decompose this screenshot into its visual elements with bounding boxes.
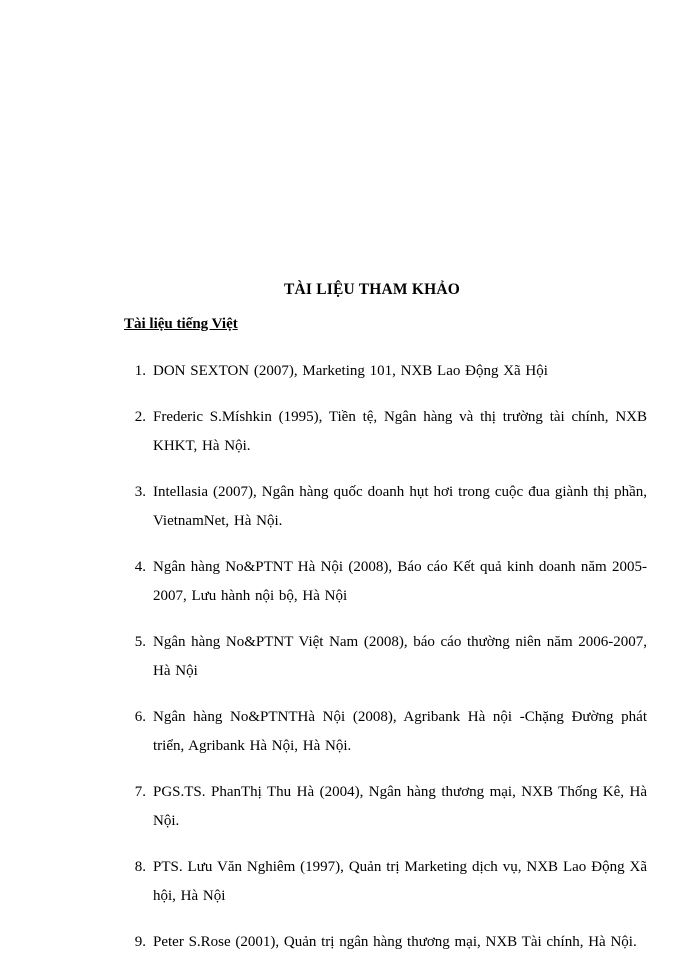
reference-text: Intellasia (2007), Ngân hàng quốc doanh hụt hơi trong cuộc đua giành thị phần, VietnamNet, Hà Nội. xyxy=(153,484,647,529)
reference-number: 5. xyxy=(134,634,146,650)
reference-text: PTS. Lưu Văn Nghiêm (1997), Quản trị Marketing dịch vụ, NXB Lao Động Xã hội, Hà Nội xyxy=(153,859,647,904)
list-item xyxy=(0,778,700,836)
reference-text: DON SEXTON (2007), Marketing 101, NXB Lao Động Xã Hội xyxy=(153,363,548,379)
reference-text: Ngân hàng No&PTNT Hà Nội (2008), Báo cáo Kết quả kinh doanh năm 2005-2007, Lưu hành nội bộ, Hà Nội xyxy=(153,559,647,604)
reference-number: 4. xyxy=(134,559,146,575)
reference-text: PGS.TS. PhanThị Thu Hà (2004), Ngân hàng thương mại, NXB Thống Kê, Hà Nội. xyxy=(153,784,647,829)
reference-number: 3. xyxy=(134,484,146,500)
reference-text: Ngân hàng No&PTNT Việt Nam (2008), báo cáo thường niên năm 2006-2007, Hà Nội xyxy=(153,634,647,679)
list-item xyxy=(0,478,700,536)
reference-number: 8. xyxy=(134,859,146,875)
reference-number: 1. xyxy=(134,363,146,379)
reference-number: 7. xyxy=(134,784,146,800)
list-item xyxy=(0,628,700,686)
page-title: TÀI LIỆU THAM KHẢO xyxy=(284,281,460,298)
reference-number: 9. xyxy=(134,934,146,950)
reference-text: Peter S.Rose (2001), Quản trị ngân hàng thương mại, NXB Tài chính, Hà Nội. xyxy=(153,934,637,950)
list-item xyxy=(0,553,700,611)
list-item xyxy=(0,853,700,911)
list-item xyxy=(0,928,700,957)
list-item xyxy=(0,403,700,461)
list-item xyxy=(0,357,700,386)
reference-text: Ngân hàng No&PTNTHà Nội (2008), Agribank Hà nội -Chặng Đường phát triển, Agribank Hà Nội, Hà Nội. xyxy=(153,709,647,754)
reference-list xyxy=(0,357,700,974)
reference-number: 2. xyxy=(134,409,146,425)
section-heading: Tài liệu tiếng Việt xyxy=(124,316,238,332)
reference-number: 6. xyxy=(134,709,146,725)
list-item xyxy=(0,703,700,761)
reference-text: Frederic S.Míshkin (1995), Tiền tệ, Ngân hàng và thị trường tài chính, NXB KHKT, Hà Nội. xyxy=(153,409,647,454)
